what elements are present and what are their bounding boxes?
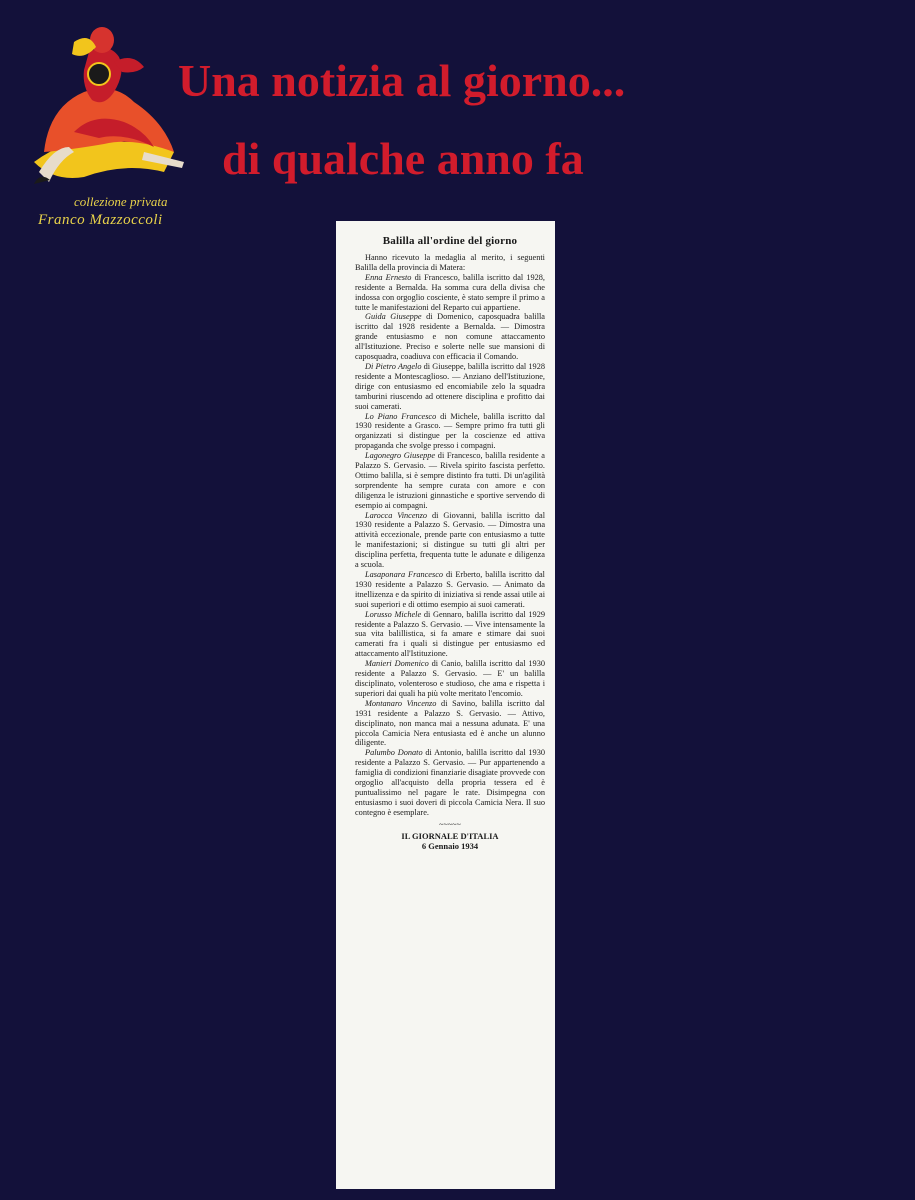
clipping-headline: Balilla all'ordine del giorno [382, 235, 518, 247]
clipping-entry [355, 451, 545, 510]
entry-text: di Antonio, balilla iscritto dal 1930 residente a Palazzo S. Gervasio. — Pur appartenendo a famiglia di condizioni finanziarie disagiate provvede con orgoglio all'acquisto della propria tessera ed è puntualissimo nel pagare le rate. Disimpegna con entusiasmo i suoi doveri di piccola Camicia Nera. Il suo contegno è esemplare. [355, 748, 545, 817]
entry-text: di Gennaro, balilla iscritto dal 1929 residente a Palazzo S. Gervasio. — Vive intensamente la sua vita balillistica, si fa amare e stimare dai suoi camerati fra i quali si distingue per entusiasmo ed attaccamento all'Istituzione. [355, 609, 545, 659]
clipping-entry [355, 511, 545, 570]
entry-text: di Erberto, balilla iscritto dal 1930 residente a Palazzo S. Gervasio. — Animato da itnellizenza e da spirito di iniziativa si rende assai utile ai suoi superiori e di ottimo esempio ai suoi camerati. [355, 570, 545, 609]
clipping-entry [355, 659, 545, 699]
collection-logo [14, 12, 194, 228]
entry-name: Enna Ernesto [365, 272, 412, 282]
entry-text: di Michele, balilla iscritto dal 1930 residente a Grasco. — Sempre primo fra tutti gli organizzati si distingue per la coscienze ed attiva propaganda che svolge presso i compagni. [355, 411, 545, 451]
clipping-entry [355, 412, 545, 452]
clipping-entry [355, 748, 545, 817]
entry-name: Manieri Domenico [365, 659, 429, 669]
clipping-entry [355, 273, 545, 313]
clipping-entry [355, 570, 545, 610]
clipping-entry [355, 362, 545, 412]
logo-caption-owner: Franco Mazzoccoli [38, 212, 163, 228]
page-title-line2: di qualche anno fa [222, 133, 584, 184]
logo-caption-collection: collezione privata [74, 194, 168, 209]
clipping-entry [355, 312, 545, 362]
dancer-logo-icon [14, 12, 194, 192]
entry-name: Palumbo Donato [365, 748, 423, 758]
entry-text: di Savino, balilla iscritto dal 1931 residente a Palazzo S. Gervasio. — Attivo, disciplinato, non manca mai a nessuna adunata. E' una piccola Camicia Nera entusiasta ed è anche un alunno diligente. [355, 698, 545, 748]
clipping-entry [355, 610, 545, 660]
entry-name: Di Pietro Angelo [365, 361, 422, 371]
page-title-line1: Una notizia al giorno... [178, 55, 626, 106]
entry-name: Lo Piano Francesco [365, 411, 437, 421]
clipping-entry [355, 699, 545, 749]
entry-name: Lorusso Michele [365, 609, 422, 619]
entry-text: di Francesco, balilla iscritto dal 1928, residente a Bernalda. Ha somma cura della divisa che indossa con orgoglio cosciente, è stato sempre il primo a tutte le manifestazioni del Reparto cui appartiene. [355, 272, 545, 312]
entry-text: di Giovanni, balilla iscritto dal 1930 residente a Palazzo S. Gervasio. — Dimostra una attività eccezionale, prende parte con entusiasmo a tutte le manifestazioni; si distingue su tutti gli altri per disciplina perfetta, frequenta tutte le adunate e diligenza a scuola. [355, 510, 546, 570]
clipping-source: IL GIORNALE D'ITALIA [401, 830, 499, 841]
entry-name: Larocca Vincenzo [365, 510, 428, 520]
clipping-intro: Hanno ricevuto la medaglia al merito, i seguenti Balilla della provincia di Matera: [355, 253, 545, 272]
entry-name: Montanaro Vincenzo [365, 698, 437, 708]
clipping-date: 6 Gennaio 1934 [421, 840, 479, 851]
entry-text: di Domenico, caposquadra balilla iscritto dal 1928 residente a Bernalda. — Dimostra grande entusiasmo e non comune attaccamento all'Istituzione. Preciso e solerte nelle sue mansioni di caposquadra, coadiuva con efficacia il Comando. [355, 312, 545, 362]
entry-name: Lasaponara Francesco [365, 570, 444, 579]
entry-name: Lagonegro Giuseppe [365, 451, 436, 461]
entry-text: di Canio, balilla iscritto dal 1930 residente a Palazzo S. Gervasio. — E' un balilla disciplinato, volenteroso e studioso, che ama e rispetta i superiori dai quali ha più volte meritato l'encomio. [355, 659, 545, 698]
entry-text: di Giuseppe, balilla iscritto dal 1928 residente a Montescaglioso. — Anziano dell'Istituzione, dirige con entusiasmo ed encomiabile zelo la squadra tamburini riuscendo ad ottenere disciplina e profitto dai suoi camerati. [355, 361, 545, 411]
entry-text: di Francesco, balilla residente a Palazzo S. Gervasio. — Rivela spirito fascista perfetto. Ottimo balilla, si è sempre distinto fra tutti. Di un'agilità sorprendente ha sempre curata con amore e con diligenza le istruzioni ginnastiche e sportive servendo di esempio ai compagni. [355, 451, 545, 510]
entry-name: Guida Giuseppe [365, 312, 422, 322]
newspaper-clipping [336, 221, 555, 1189]
clipping-separator: ~~~~~ [439, 819, 461, 829]
